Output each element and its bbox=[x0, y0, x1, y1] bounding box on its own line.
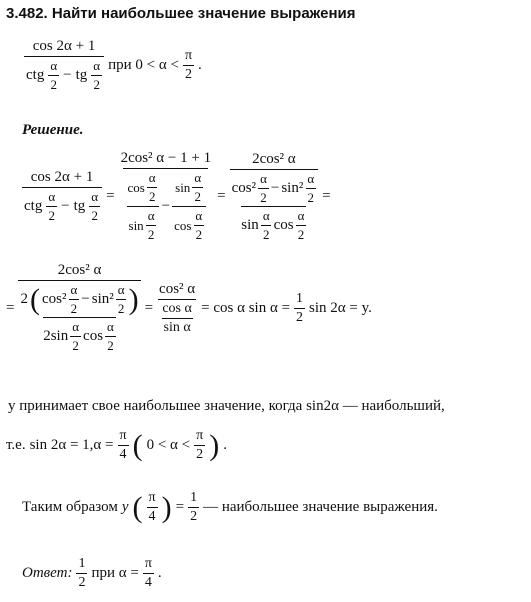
problem-statement: Найти наибольшее значение выражения bbox=[51, 5, 356, 22]
given-fraction bbox=[24, 38, 104, 93]
pi-over-2: $\frac{\pi}{2}$ bbox=[184, 48, 193, 82]
solution-line-2: = 2cos² α 2 ( cos² $\frac{\alpha}{2}$ − sin² $\frac{\alpha}{2}$ ) 2sin $\frac{\alpha}{2}$ cos $\frac{\alpha}{2}$ = $\frac{\text{cos² α}}{\frac{\text{cos α}}{\text{sin α}}}$ = cos α sin α = $\frac{1}{2}$ sin 2α = y. bbox=[6, 262, 372, 353]
conclusion-line-1: y принимает свое наибольшее значение, когда sin2α — наибольший, bbox=[8, 398, 445, 414]
answer-line: Ответ: $\frac{1}{2}$ при α = $\frac{\pi}{4}$ . bbox=[22, 556, 162, 590]
answer-label: Ответ: bbox=[22, 565, 73, 581]
problem-title bbox=[6, 5, 355, 22]
solution-heading: Решение. bbox=[22, 122, 84, 138]
given-denominator: ctg $\frac{\alpha}{2}$ − tg $\frac{\alpha}{2}$ bbox=[24, 56, 104, 93]
problem-number: 3.482. bbox=[6, 5, 48, 22]
given-expression: cos 2α + 1 ctg $\frac{\alpha}{2}$ − tg $\frac{\alpha}{2}$ при 0 < α < $\frac{\pi}{2}$ . bbox=[26, 38, 202, 92]
s4-fraction: 2cos² α 2 ( cos² $\frac{\alpha}{2}$ − sin² $\frac{\alpha}{2}$ ) 2sin $\frac{\alpha}{2}$ cos $\frac{\alpha}{2}$ bbox=[20, 262, 139, 353]
given-numerator: cos 2α + 1 bbox=[32, 38, 96, 54]
solution-line-1: cos 2α + 1 ctg $\frac{\alpha}{2}$ − tg $\frac{\alpha}{2}$ = 2cos² α − 1 + 1 cos $\frac{\alpha}{2}$ sin $\frac{\alpha}{2}$ − sin $\frac{\alpha}{2}$ cos $\frac{\alpha}{2}$ = 2cos² α cos² $\frac{\alpha}{2}$ − sin² $\frac{\alpha}{2}$ sin $\frac{\alpha}{2}$ cos $\frac{\alpha}{2}$ = bbox=[24, 150, 331, 242]
s3-fraction: 2cos² α cos² $\frac{\alpha}{2}$ − sin² $\frac{\alpha}{2}$ sin $\frac{\alpha}{2}$ cos $\frac{\alpha}{2}$ bbox=[230, 151, 319, 243]
conclusion-line-3: Таким образом y ( $\frac{\pi}{4}$ ) = $\frac{1}{2}$ — наибольшее значение выражения. bbox=[22, 490, 438, 524]
s5-fraction: $\frac{\text{cos² α}}{\frac{\text{cos α}}{\text{sin α}}}$ bbox=[159, 280, 196, 335]
s1-fraction: cos 2α + 1 ctg $\frac{\alpha}{2}$ − tg $\frac{\alpha}{2}$ bbox=[22, 169, 102, 224]
conclusion-line-2: т.е. sin 2α = 1,α = $\frac{\pi}{4}$ ( 0 < α < $\frac{\pi}{2}$ ) . bbox=[6, 428, 227, 462]
condition-text: при 0 < α < bbox=[108, 57, 179, 73]
s2-fraction: 2cos² α − 1 + 1 cos $\frac{\alpha}{2}$ sin $\frac{\alpha}{2}$ − sin $\frac{\alpha}{2}$ cos $\frac{\alpha}{2}$ bbox=[120, 150, 212, 242]
